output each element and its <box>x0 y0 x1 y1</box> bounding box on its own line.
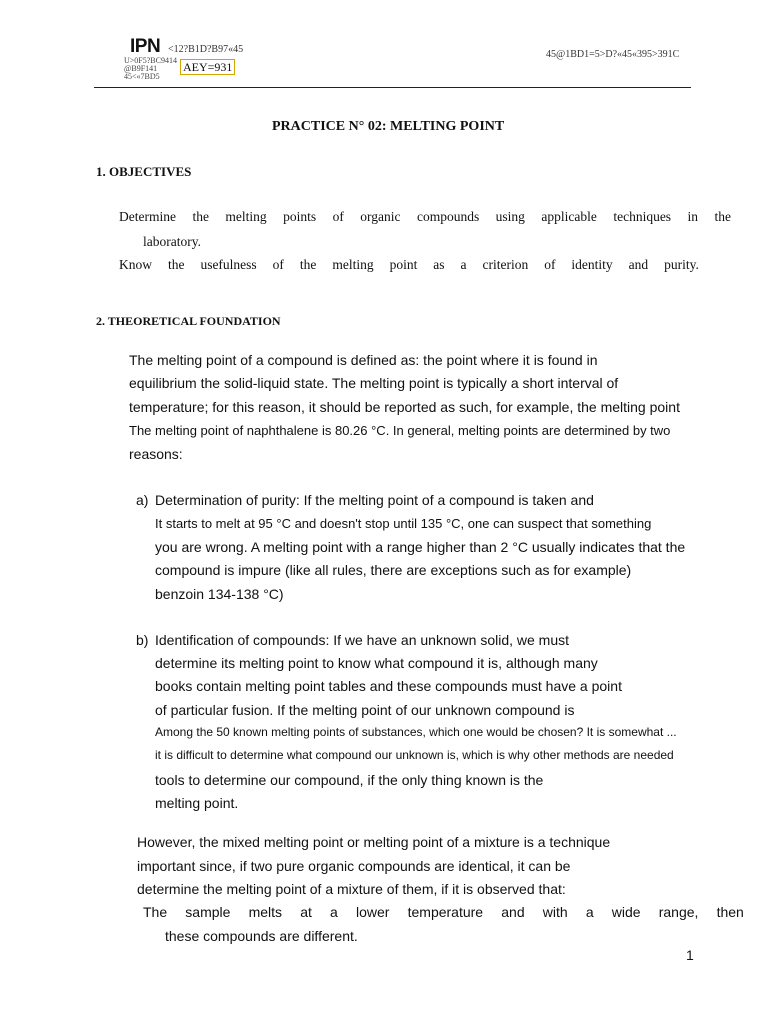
list-line: determine its melting point to know what compound it is, although many <box>155 655 598 671</box>
page-title: PRACTICE N° 02: MELTING POINT <box>272 119 505 134</box>
list-line: Identification of compounds: If we have an unknown solid, we must <box>155 632 570 648</box>
theory-heading: 2. THEORETICAL FOUNDATION <box>96 314 281 328</box>
list-line: melting point. <box>155 795 239 811</box>
list-line: Among the 50 known melting points of substances, which one would be chosen? It is somewhat ... <box>155 725 677 739</box>
objective-line-1: Determine the melting points of organic compounds using applicable techniques in the <box>119 209 731 224</box>
paragraph-line: However, the mixed melting point or melting point of a mixture is a technique <box>137 834 611 850</box>
paragraph-line: The sample melts at a lower temperature and with a wide range, then <box>143 904 744 920</box>
list-line: tools to determine our compound, if the only thing known is the <box>155 772 544 788</box>
paragraph-line: The melting point of naphthalene is 80.26 °C. In general, melting points are determined by two <box>129 423 671 438</box>
header-rule <box>94 87 691 88</box>
paragraph-line: reasons: <box>129 446 183 462</box>
paragraph-line: The melting point of a compound is defined as: the point where it is found in <box>129 352 598 368</box>
header-small-line-2: @B9F141 <box>124 64 158 73</box>
paragraph-line: temperature; for this reason, it should be reported as such, for example, the melting point <box>129 399 680 415</box>
list-line: benzoin 134-138 °C) <box>155 586 284 602</box>
list-line: books contain melting point tables and these compounds must have a point <box>155 678 622 694</box>
list-marker: a) <box>136 492 149 508</box>
paragraph-line: these compounds are different. <box>165 928 358 944</box>
objective-line-2: Know the usefulness of the melting point as a criterion of identity and purity. <box>119 257 699 272</box>
paragraph-line: equilibrium the solid-liquid state. The melting point is typically a short interval of <box>129 375 619 391</box>
paragraph-line: important since, if two pure organic compounds are identical, it can be <box>137 858 571 874</box>
ipn-logo: IPN <box>130 36 161 57</box>
objective-line-1-continued: laboratory. <box>143 234 201 249</box>
list-line: compound is impure (like all rules, there are exceptions such as for example) <box>155 562 632 578</box>
header-small-line-3: 45<«7BD5 <box>124 72 160 81</box>
header-small-line-1: U>0F5?BC9414 <box>124 56 177 65</box>
header-right-code: 45@1BD1=5>D?«45«395>391C <box>546 49 680 60</box>
objectives-heading: 1. OBJECTIVES <box>96 164 192 179</box>
list-line: you are wrong. A melting point with a range higher than 2 °C usually indicates that the <box>155 539 686 555</box>
page-number: 1 <box>686 947 694 963</box>
header-badge: AEY=931 <box>180 59 235 75</box>
list-line: it is difficult to determine what compound our unknown is, which is why other methods are needed <box>155 748 674 762</box>
list-line: Determination of purity: If the melting point of a compound is taken and <box>155 492 594 508</box>
header-left-code: <12?B1D?B97«45 <box>168 44 244 55</box>
list-line: It starts to melt at 95 °C and doesn't stop until 135 °C, one can suspect that something <box>155 516 652 531</box>
list-marker: b) <box>136 632 149 648</box>
list-line: of particular fusion. If the melting point of our unknown compound is <box>155 702 575 718</box>
paragraph-line: determine the melting point of a mixture of them, if it is observed that: <box>137 881 566 897</box>
